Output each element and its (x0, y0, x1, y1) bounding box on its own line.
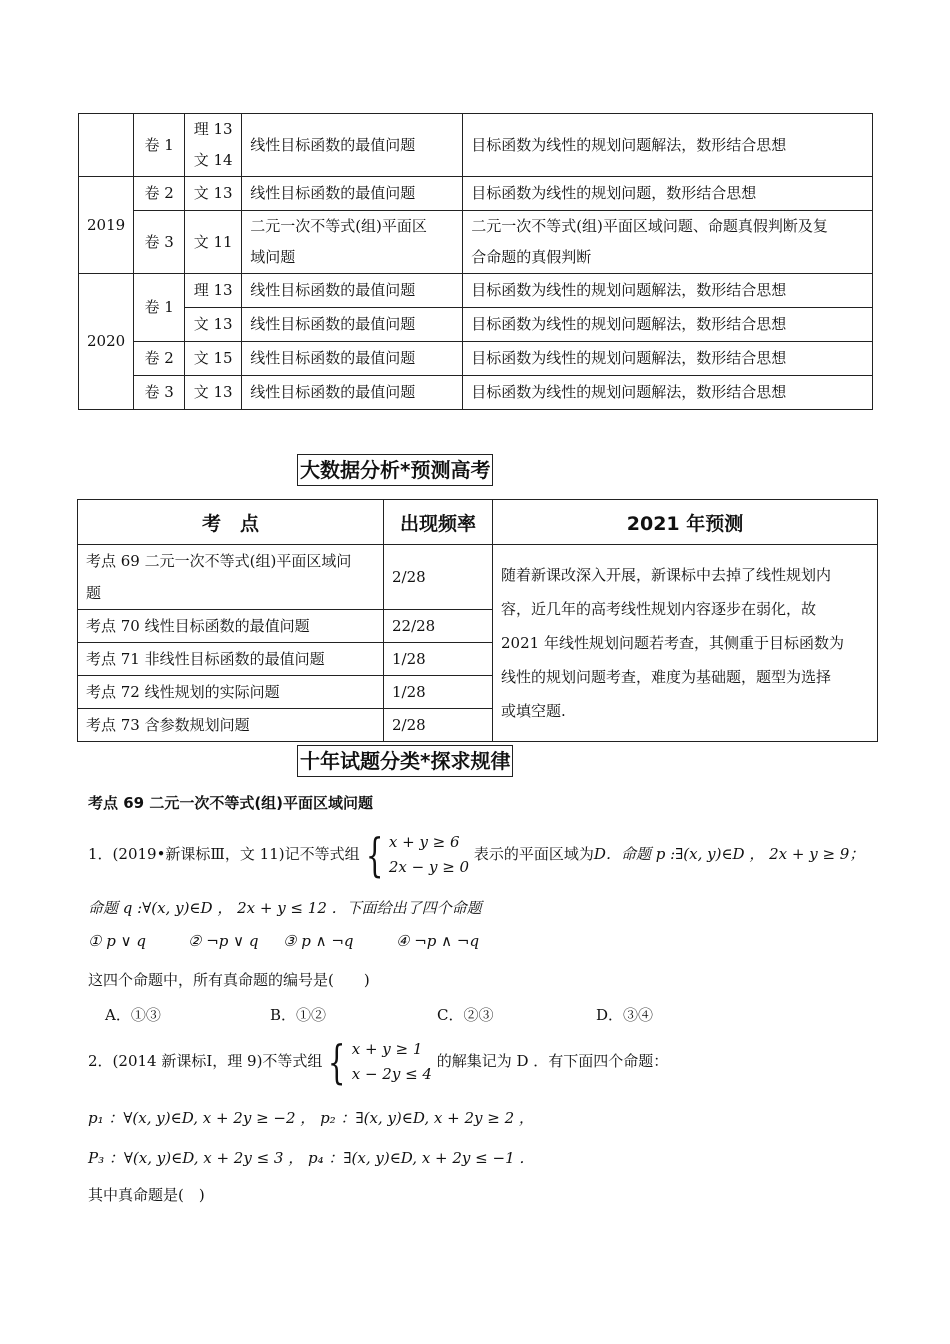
question-1-line2: 命题 q :∀(x, y)∈D ， 2x + y ≤ 12 ．下面给出了四个命题 (88, 899, 482, 917)
question-cell: 文 13 (185, 308, 242, 342)
option-item: ① p ∨ q (88, 932, 146, 950)
choice-item: C．②③ (437, 1006, 494, 1024)
prediction-cell (493, 545, 878, 742)
table-row (79, 177, 873, 211)
paper-cell: 卷 1 (134, 274, 185, 342)
point-cell: 考点 73 含参数规划问题 (78, 709, 384, 742)
question-2-ask: 其中真命题是( ) (88, 1186, 205, 1204)
question-cell: 文 15 (185, 342, 242, 376)
topic-cell (242, 211, 463, 274)
year-cell: 2020 (79, 274, 134, 410)
table-row (79, 376, 873, 410)
choice-item: A．①③ (105, 1006, 161, 1024)
prediction-line: 或填空题. (501, 702, 566, 720)
inequality: x − 2y ≤ 4 (351, 1065, 432, 1083)
prediction-line: 2021 年线性规划问题若考查，其侧重于目标函数为 (501, 634, 844, 652)
question-2-prefix: 2．(2014 新课标Ⅰ，理 9)不等式组 (88, 1052, 323, 1070)
question-label: 理 13 (193, 120, 233, 138)
topic-cell: 线性目标函数的最值问题 (242, 177, 463, 211)
option-item: ④ ¬p ∧ ¬q (396, 932, 480, 950)
inequality-system (389, 830, 469, 880)
topic-cell: 线性目标函数的最值问题 (242, 342, 463, 376)
analysis-line: 合命题的真假判断 (471, 248, 592, 266)
topic-cell: 线性目标函数的最值问题 (242, 274, 463, 308)
question-cell: 文 11 (185, 211, 242, 274)
frequency-cell: 1/28 (384, 643, 493, 676)
paper-cell: 卷 2 (134, 342, 185, 376)
prediction-table (77, 499, 878, 742)
section-heading-big-data: 大数据分析*预测高考 (297, 454, 493, 486)
point-cell: 考点 71 非线性目标函数的最值问题 (78, 643, 384, 676)
proposition-p-condition: 2x + y ≥ 9； (769, 845, 865, 863)
analysis-cell: 目标函数为线性的规划问题，数形结合思想 (463, 177, 873, 211)
analysis-cell (463, 211, 873, 274)
analysis-cell: 目标函数为线性的规划问题解法，数形结合思想 (463, 274, 873, 308)
inequality: x + y ≥ 6 (388, 833, 460, 851)
brace-icon: { (328, 1035, 346, 1089)
analysis-cell: 目标函数为线性的规划问题解法，数形结合思想 (463, 376, 873, 410)
inequality-system (352, 1037, 432, 1087)
question-2-stem (88, 1037, 668, 1087)
question-2-props-line1: p₁ ：∀(x, y)∈D, x + 2y ≥ −2 ， p₂ ：∃(x, y)∈D, x + 2y ≥ 2 ， (88, 1109, 534, 1127)
header-frequency: 出现频率 (384, 500, 493, 545)
table-row (79, 308, 873, 342)
topic-cell: 线性目标函数的最值问题 (242, 376, 463, 410)
point-cell: 考点 72 线性规划的实际问题 (78, 676, 384, 709)
header-prediction: 2021 年预测 (493, 500, 878, 545)
analysis-cell: 目标函数为线性的规划问题解法，数形结合思想 (463, 114, 873, 177)
point-line: 题 (86, 584, 102, 602)
prediction-line: 随着新课改深入开展，新课标中去掉了线性规划内 (501, 566, 832, 584)
paper-cell: 卷 3 (134, 211, 185, 274)
analysis-cell: 目标函数为线性的规划问题解法，数形结合思想 (463, 308, 873, 342)
topic-cell: 线性目标函数的最值问题 (242, 308, 463, 342)
analysis-cell: 目标函数为线性的规划问题解法，数形结合思想 (463, 342, 873, 376)
analysis-line: 二元一次不等式(组)平面区域问题、命题真假判断及复 (471, 217, 828, 235)
paper-cell: 卷 3 (134, 376, 185, 410)
question-label: 文 14 (193, 151, 233, 169)
header-point: 考 点 (78, 500, 384, 545)
topic-cell: 线性目标函数的最值问题 (242, 114, 463, 177)
section-title: 考点 69 二元一次不等式(组)平面区域问题 (88, 794, 374, 812)
question-2-mid: 的解集记为 D ．有下面四个命题： (436, 1052, 669, 1070)
question-1-stem (88, 830, 864, 880)
inequality: 2x − y ≥ 0 (388, 858, 470, 876)
table-header-row (78, 500, 878, 545)
question-2-props-line2: P₃ ：∀(x, y)∈D, x + 2y ≤ 3 ， p₄ ：∃(x, y)∈D, x + 2y ≤ −1 ． (88, 1149, 535, 1167)
point-line: 考点 69 二元一次不等式(组)平面区域问 (86, 552, 352, 570)
point-cell (78, 545, 384, 610)
proposition-p: ．命题 p :∃(x, y)∈D ， (605, 845, 765, 863)
inequality: x + y ≥ 1 (351, 1040, 423, 1058)
frequency-cell: 1/28 (384, 676, 493, 709)
year-cell: 2019 (79, 177, 134, 274)
question-cell (185, 114, 242, 177)
question-cell: 文 13 (185, 177, 242, 211)
topic-line: 域问题 (250, 248, 296, 266)
table-row (79, 342, 873, 376)
table-row (78, 545, 878, 610)
region-symbol: D (593, 845, 606, 863)
table-row (79, 274, 873, 308)
point-cell: 考点 70 线性目标函数的最值问题 (78, 610, 384, 643)
frequency-cell: 2/28 (384, 545, 493, 610)
question-cell: 文 13 (185, 376, 242, 410)
topic-line: 二元一次不等式(组)平面区 (250, 217, 427, 235)
choice-item: D．③④ (596, 1006, 654, 1024)
question-cell: 理 13 (185, 274, 242, 308)
brace-icon: { (365, 828, 384, 882)
frequency-cell: 22/28 (384, 610, 493, 643)
question-1-mid: 表示的平面区域为 (473, 845, 594, 863)
option-item: ③ p ∧ ¬q (283, 932, 354, 950)
year-cell (79, 114, 134, 177)
choice-item: B．①② (270, 1006, 327, 1024)
table-row (79, 211, 873, 274)
table-row (79, 114, 873, 177)
section-heading-ten-year: 十年试题分类*探求规律 (297, 745, 513, 777)
prediction-line: 线性的规划问题考查，难度为基础题，题型为选择 (501, 668, 832, 686)
prediction-line: 容，近几年的高考线性规划内容逐步在弱化，故 (501, 600, 817, 618)
question-1-prefix: 1．(2019•新课标Ⅲ，文 11)记不等式组 (88, 845, 360, 863)
paper-cell: 卷 1 (134, 114, 185, 177)
option-item: ② ¬p ∨ q (188, 932, 259, 950)
question-1-ask: 这四个命题中，所有真命题的编号是( ) (88, 971, 370, 989)
paper-cell: 卷 2 (134, 177, 185, 211)
frequency-cell: 2/28 (384, 709, 493, 742)
history-table (78, 113, 873, 410)
